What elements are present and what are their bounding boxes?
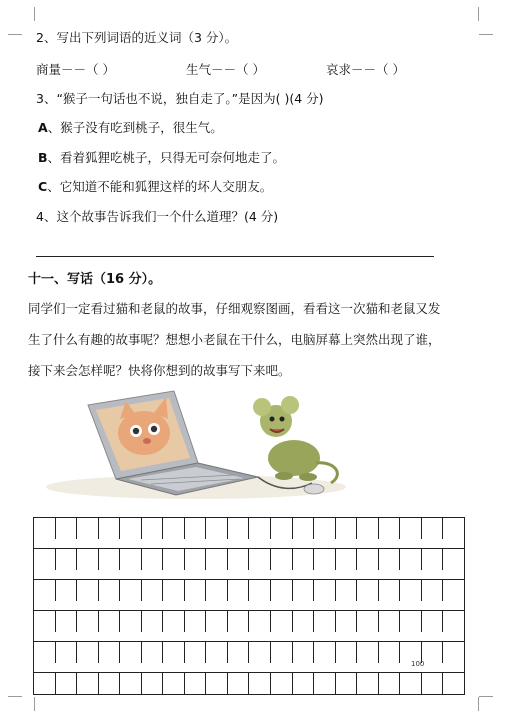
option-letter: B [38, 150, 48, 165]
writing-grid[interactable] [33, 517, 465, 695]
grid-cell[interactable] [56, 549, 78, 570]
grid-cell[interactable] [34, 580, 56, 601]
grid-cell[interactable] [99, 642, 121, 663]
synonym-item-2[interactable]: 生气－－（ ） [186, 62, 265, 77]
grid-cell[interactable] [293, 642, 315, 663]
grid-cell[interactable] [185, 518, 207, 539]
grid-cell[interactable] [163, 611, 185, 632]
grid-row[interactable] [33, 579, 465, 601]
grid-cell[interactable] [206, 642, 228, 663]
grid-cell[interactable] [400, 549, 422, 570]
option-c[interactable] [38, 179, 272, 195]
grid-cell[interactable] [379, 673, 401, 694]
grid-cell[interactable] [120, 549, 142, 570]
grid-row[interactable] [33, 548, 465, 570]
grid-cell[interactable] [34, 642, 56, 663]
grid-cell[interactable] [185, 673, 207, 694]
grid-cell[interactable] [379, 580, 401, 601]
option-b[interactable] [38, 150, 285, 166]
grid-cell[interactable] [56, 673, 78, 694]
grid-cell[interactable] [293, 673, 315, 694]
grid-cell[interactable] [120, 580, 142, 601]
question-2-label: 2、写出下列词语的近义词（3 分）。 [36, 30, 238, 45]
grid-row[interactable] [33, 672, 465, 695]
grid-cell[interactable] [314, 611, 336, 632]
grid-cell[interactable] [249, 549, 271, 570]
grid-cell[interactable] [206, 580, 228, 601]
grid-cell[interactable] [77, 611, 99, 632]
grid-cell[interactable] [120, 518, 142, 539]
grid-cell[interactable] [422, 642, 444, 663]
grid-cell[interactable] [443, 518, 464, 539]
cat-mouse-illustration [26, 383, 356, 501]
mouse-character-icon [253, 396, 337, 483]
grid-cell[interactable] [142, 549, 164, 570]
grid-cell[interactable] [99, 549, 121, 570]
grid-cell[interactable] [271, 642, 293, 663]
grid-cell[interactable] [163, 673, 185, 694]
option-text: 、猴子没有吃到桃子，很生气。 [47, 120, 223, 135]
synonym-item-1[interactable]: 商量－－（ ） [36, 62, 115, 77]
grid-cell[interactable] [379, 642, 401, 663]
grid-cell[interactable] [443, 611, 464, 632]
grid-cell[interactable] [293, 549, 315, 570]
crop-mark [479, 20, 493, 35]
grid-cell[interactable] [34, 611, 56, 632]
grid-cell[interactable] [443, 673, 464, 694]
grid-cell[interactable] [249, 673, 271, 694]
crop-mark [20, 697, 35, 711]
grid-cell[interactable] [185, 611, 207, 632]
grid-cell[interactable] [120, 673, 142, 694]
grid-cell[interactable] [443, 580, 464, 601]
grid-row[interactable] [33, 610, 465, 632]
grid-cell[interactable] [314, 580, 336, 601]
crop-mark [8, 20, 22, 35]
grid-cell[interactable] [77, 518, 99, 539]
grid-cell[interactable] [228, 580, 250, 601]
synonym-item-3[interactable]: 哀求－－（ ） [326, 62, 405, 77]
character-count-mark: 100 [411, 660, 425, 668]
grid-cell[interactable] [400, 673, 422, 694]
grid-cell[interactable] [271, 518, 293, 539]
grid-cell[interactable] [422, 549, 444, 570]
grid-cell[interactable] [379, 611, 401, 632]
grid-cell[interactable] [422, 673, 444, 694]
grid-cell[interactable] [77, 642, 99, 663]
grid-cell[interactable] [422, 611, 444, 632]
prompt-line-2: 生了什么有趣的故事呢？想想小老鼠在干什么，电脑屏幕上突然出现了谁， [28, 332, 441, 347]
grid-cell[interactable] [34, 673, 56, 694]
option-text: 、看着狐狸吃桃子，只得无可奈何地走了。 [47, 150, 286, 165]
grid-cell[interactable] [206, 611, 228, 632]
grid-cell[interactable] [314, 642, 336, 663]
grid-cell[interactable] [271, 673, 293, 694]
grid-cell[interactable] [400, 611, 422, 632]
grid-cell[interactable] [357, 518, 379, 539]
grid-cell[interactable] [400, 580, 422, 601]
grid-cell[interactable] [293, 611, 315, 632]
grid-row[interactable] [33, 517, 465, 539]
grid-cell[interactable] [249, 518, 271, 539]
grid-cell[interactable] [228, 673, 250, 694]
grid-cell[interactable] [422, 518, 444, 539]
grid-cell[interactable] [99, 673, 121, 694]
grid-cell[interactable] [34, 549, 56, 570]
grid-cell[interactable] [120, 642, 142, 663]
question-3-label: 3、“猴子一句话也不说，独自走了。”是因为( )(4 分) [36, 91, 324, 106]
grid-cell[interactable] [185, 580, 207, 601]
grid-cell[interactable] [228, 642, 250, 663]
grid-cell[interactable] [206, 673, 228, 694]
grid-cell[interactable] [357, 611, 379, 632]
grid-cell[interactable] [163, 549, 185, 570]
grid-cell[interactable] [142, 518, 164, 539]
grid-cell[interactable] [443, 642, 464, 663]
grid-cell[interactable] [336, 642, 358, 663]
grid-cell[interactable] [206, 518, 228, 539]
grid-cell[interactable] [142, 580, 164, 601]
grid-cell[interactable] [206, 549, 228, 570]
crop-mark [20, 7, 35, 21]
grid-cell[interactable] [77, 673, 99, 694]
grid-cell[interactable] [336, 580, 358, 601]
grid-cell[interactable] [228, 518, 250, 539]
grid-cell[interactable] [336, 673, 358, 694]
grid-cell[interactable] [271, 580, 293, 601]
grid-cell[interactable] [228, 549, 250, 570]
grid-cell[interactable] [142, 673, 164, 694]
crop-mark [479, 696, 493, 711]
grid-cell[interactable] [357, 549, 379, 570]
grid-cell[interactable] [293, 580, 315, 601]
grid-cell[interactable] [163, 580, 185, 601]
grid-cell[interactable] [271, 549, 293, 570]
grid-cell[interactable] [185, 642, 207, 663]
grid-cell[interactable] [99, 611, 121, 632]
grid-cell[interactable] [249, 580, 271, 601]
grid-cell[interactable] [336, 549, 358, 570]
grid-cell[interactable] [163, 642, 185, 663]
grid-cell[interactable] [379, 518, 401, 539]
grid-cell[interactable] [99, 518, 121, 539]
grid-cell[interactable] [293, 518, 315, 539]
grid-cell[interactable] [142, 611, 164, 632]
grid-cell[interactable] [56, 580, 78, 601]
grid-cell[interactable] [142, 642, 164, 663]
grid-cell[interactable] [249, 642, 271, 663]
grid-cell[interactable] [249, 611, 271, 632]
grid-cell[interactable] [56, 611, 78, 632]
option-a[interactable] [38, 120, 223, 136]
grid-cell[interactable] [77, 580, 99, 601]
grid-cell[interactable] [56, 518, 78, 539]
grid-cell[interactable] [56, 642, 78, 663]
answer-line[interactable] [36, 256, 434, 257]
grid-cell[interactable] [357, 673, 379, 694]
crop-mark [478, 7, 493, 21]
question-4-label: 4、这个故事告诉我们一个什么道理？(4 分) [36, 209, 279, 224]
grid-cell[interactable] [271, 611, 293, 632]
prompt-line-3: 接下来会怎样呢？快将你想到的故事写下来吧。 [28, 363, 291, 378]
grid-cell[interactable] [77, 549, 99, 570]
grid-cell[interactable] [422, 580, 444, 601]
prompt-line-1: 同学们一定看过猫和老鼠的故事，仔细观察图画，看看这一次猫和老鼠又发 [28, 301, 441, 316]
section-title: 十一、写话（16 分）。 [28, 272, 162, 287]
option-letter: C [38, 179, 48, 194]
grid-cell[interactable] [400, 518, 422, 539]
grid-cell[interactable] [357, 580, 379, 601]
grid-cell[interactable] [379, 549, 401, 570]
grid-cell[interactable] [314, 673, 336, 694]
grid-row[interactable] [33, 641, 465, 663]
grid-cell[interactable] [163, 518, 185, 539]
grid-cell[interactable] [99, 580, 121, 601]
grid-cell[interactable] [443, 549, 464, 570]
grid-cell[interactable] [120, 611, 142, 632]
grid-cell[interactable] [34, 518, 56, 539]
grid-cell[interactable] [357, 642, 379, 663]
grid-cell[interactable] [228, 611, 250, 632]
grid-cell[interactable] [314, 518, 336, 539]
grid-cell[interactable] [185, 549, 207, 570]
option-text: 、它知道不能和狐狸这样的坏人交朋友。 [47, 179, 273, 194]
grid-cell[interactable] [336, 518, 358, 539]
option-letter: A [38, 120, 48, 135]
grid-cell[interactable] [336, 611, 358, 632]
grid-cell[interactable] [314, 549, 336, 570]
crop-mark [8, 696, 22, 711]
